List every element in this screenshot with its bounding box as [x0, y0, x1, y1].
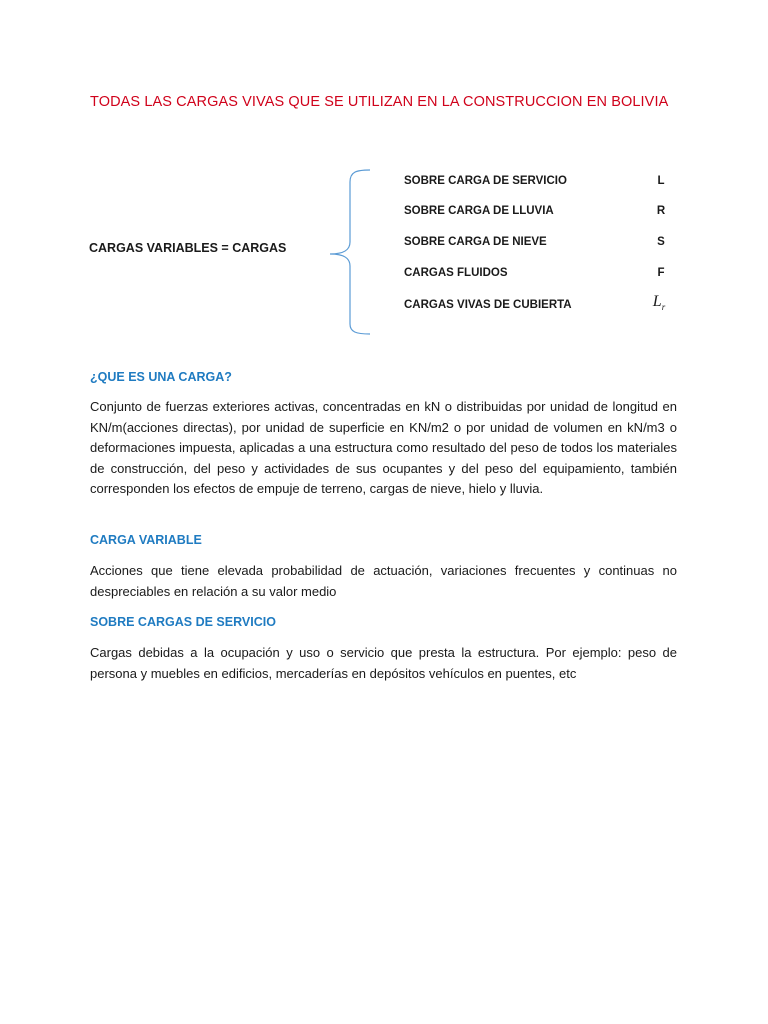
load-item-symbol: R [656, 205, 666, 217]
load-item-fluidos [404, 267, 674, 287]
load-item-symbol: L [657, 175, 665, 187]
section-heading-sobrecargas-servicio: SOBRE CARGAS DE SERVICIO [90, 615, 276, 629]
load-item-servicio [404, 175, 674, 195]
section-body-carga-variable: Acciones que tiene elevada probabilidad de actuación, variaciones frecuentes y continuas no despreciables en relación a su valor medio [90, 563, 677, 599]
symbol-subscript: r [661, 302, 666, 313]
section-heading-que-es-carga: ¿QUE ES UNA CARGA? [90, 370, 232, 384]
curly-brace [326, 166, 374, 338]
load-item-cubierta [404, 293, 674, 319]
load-item-symbol: F [657, 267, 665, 279]
load-item-name: CARGAS VIVAS DE CUBIERTA [404, 299, 572, 311]
load-item-symbol-math [652, 293, 666, 312]
load-item-nieve [404, 236, 674, 256]
load-item-name: SOBRE CARGA DE LLUVIA [404, 205, 554, 217]
load-item-name: SOBRE CARGA DE SERVICIO [404, 175, 567, 187]
load-item-name: CARGAS FLUIDOS [404, 267, 508, 279]
symbol-main: L [652, 293, 662, 310]
section-heading-carga-variable: CARGA VARIABLE [90, 533, 202, 547]
classification-lhs-label: CARGAS VARIABLES = CARGAS [89, 241, 287, 255]
load-item-symbol: S [657, 236, 665, 248]
section-body-sobrecargas-servicio: Cargas debidas a la ocupación y uso o servicio que presta la estructura. Por ejemplo: peso de persona y muebles en edificios, mercaderías en depósitos vehículos en puentes, etc [90, 645, 677, 681]
load-item-lluvia [404, 205, 674, 225]
document-title: TODAS LAS CARGAS VIVAS QUE SE UTILIZAN EN LA CONSTRUCCION EN BOLIVIA [90, 94, 669, 110]
section-body-que-es-carga: Conjunto de fuerzas exteriores activas, concentradas en kN o distribuidas por unidad de longitud en KN/m(acciones directas), por unidad de superficie en KN/m2 o por unidad de volumen en kN/m3 o deformaciones impuesta, aplicadas a una estructura como resultado del peso de todos los materiales de construcción, del peso y actividades de sus ocupantes y del peso del equipamiento, también corresponden los efectos de empuje de terreno, cargas de nieve, hielo y lluvia. [90, 399, 677, 496]
load-item-name: SOBRE CARGA DE NIEVE [404, 236, 547, 248]
